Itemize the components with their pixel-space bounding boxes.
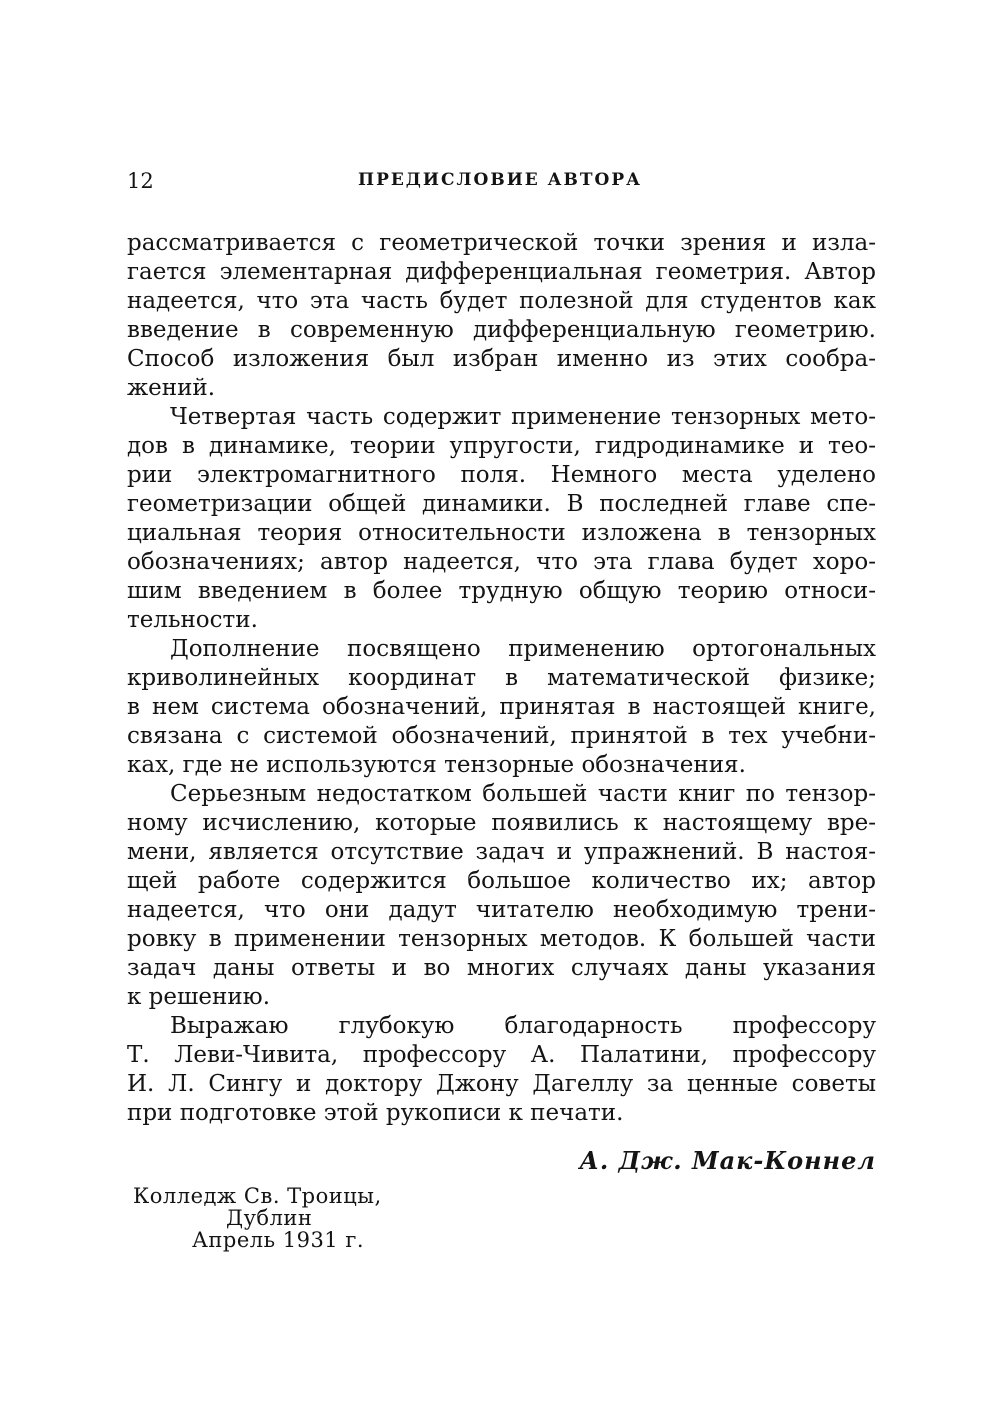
text-line: к решению. bbox=[127, 984, 271, 1010]
text-line: ному исчислению, которые появились к настоящему вре- bbox=[127, 810, 876, 836]
text-line: Выражаю глубокую благодарность профессору bbox=[170, 1013, 876, 1039]
text-line: гается элементарная дифференциальная геометрия. Автор bbox=[127, 259, 876, 285]
running-head: ПРЕДИСЛОВИЕ АВТОРА bbox=[358, 170, 642, 190]
college-name: Колледж Св. Троицы, bbox=[133, 1184, 382, 1208]
text-line: в нем система обозначений, принятая в настоящей книге, bbox=[127, 694, 876, 720]
author-signature: А. Дж. Мак-Коннел bbox=[579, 1146, 876, 1175]
text-line: при подготовке этой рукописи к печати. bbox=[127, 1100, 624, 1126]
text-line: Четвертая часть содержит применение тензорных мето- bbox=[170, 404, 876, 430]
date: Апрель 1931 г. bbox=[192, 1228, 365, 1252]
text-line: надеется, что эта часть будет полезной для студентов как bbox=[127, 288, 876, 314]
text-line: ках, где не используются тензорные обозначения. bbox=[127, 752, 746, 778]
text-line: криволинейных координат в математической физике; bbox=[127, 665, 876, 691]
text-line: геометризации общей динамики. В последней главе спе- bbox=[127, 491, 876, 517]
text-line: щей работе содержится большое количество их; автор bbox=[127, 868, 876, 894]
text-line: циальная теория относительности изложена в тензорных bbox=[127, 520, 876, 546]
text-line: шим введением в более трудную общую теорию относи- bbox=[127, 578, 876, 604]
text-line: Т. Леви-Чивита, профессору А. Палатини, профессору bbox=[127, 1042, 876, 1068]
text-line: рии электромагнитного поля. Немного места уделено bbox=[127, 462, 876, 488]
text-line: связана с системой обозначений, принятой в тех учебни- bbox=[127, 723, 876, 749]
text-line: И. Л. Сингу и доктору Джону Дагеллу за ценные советы bbox=[127, 1071, 876, 1097]
text-line: жений. bbox=[127, 375, 216, 401]
text-line: мени, является отсутствие задач и упражнений. В настоя- bbox=[127, 839, 876, 865]
text-line: рассматривается с геометрической точки зрения и изла- bbox=[127, 230, 876, 256]
text-line: Дополнение посвящено применению ортогональных bbox=[170, 636, 876, 662]
text-line: введение в современную дифференциальную геометрию. bbox=[127, 317, 876, 343]
text-line: Способ изложения был избран именно из этих сообра- bbox=[127, 346, 876, 372]
text-line: ровку в применении тензорных методов. К большей части bbox=[127, 926, 876, 952]
text-line: Серьезным недостатком большей части книг по тензор- bbox=[170, 781, 876, 807]
text-line: задач даны ответы и во многих случаях даны указания bbox=[127, 955, 876, 981]
city-name: Дублин bbox=[226, 1206, 313, 1230]
text-line: дов в динамике, теории упругости, гидродинамике и тео- bbox=[127, 433, 876, 459]
text-line: обозначениях; автор надеется, что эта глава будет хоро- bbox=[127, 549, 876, 575]
text-line: тельности. bbox=[127, 607, 258, 633]
text-line: надеется, что они дадут читателю необходимую трени- bbox=[127, 897, 876, 923]
page-number: 12 bbox=[127, 169, 154, 193]
